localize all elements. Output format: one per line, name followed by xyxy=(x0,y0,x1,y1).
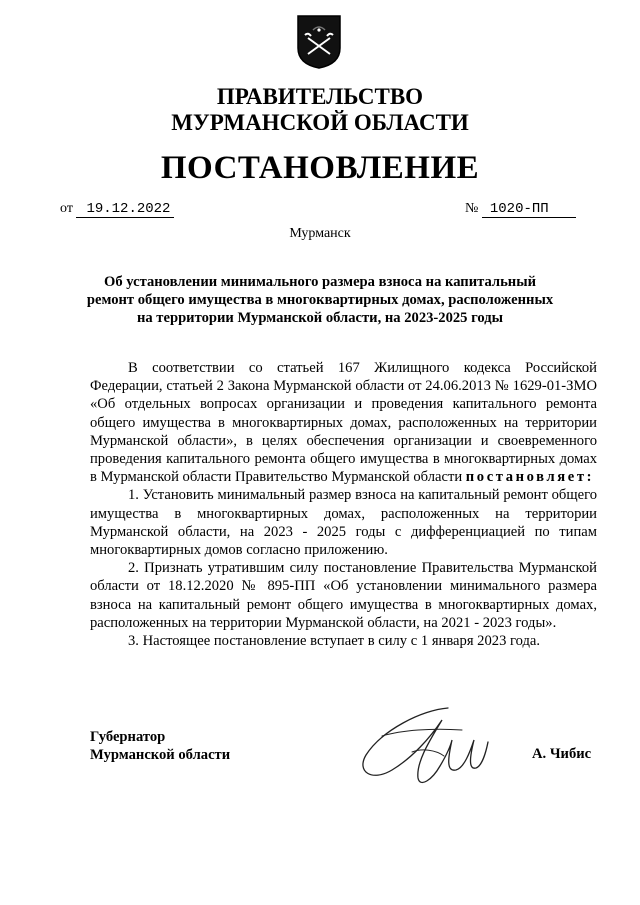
title-line: Об установлении минимального размера взноса на капитальный xyxy=(103,274,537,290)
preamble-text: В соответствии со статьей 167 Жилищного кодекса Российской Федерации, статьей 2 Закона Мурманской области от 24.06.2013 № 1629-01-ЗМО «Об отдельных вопросах организации и проведения капитального ремонта общего имущества в многоквартирных домах, расположенных на территории Мурманской области», в целях обеспечения организации и своевременного проведения капитального ремонта общего имущества в многоквартирных домах в Мурманской области Правительство Мурманской области xyxy=(90,360,597,486)
date-line xyxy=(60,201,174,218)
org-name-line2: МУРМАНСКОЙ ОБЛАСТИ xyxy=(171,110,469,135)
date-prefix: от xyxy=(60,201,73,216)
document-title xyxy=(80,273,560,327)
document-type: ПОСТАНОВЛЕНИЕ xyxy=(160,150,480,186)
number-line xyxy=(465,201,576,218)
resolves-text: постановляет: xyxy=(465,469,595,486)
clause-1: 1. Установить минимальный размер взноса на капитальный ремонт общего имущества в многоквартирных домах, расположенных на территории Мурманской области, на 2023 - 2025 годы с дифференциацией по типам многоквартирных домов согласно приложению. xyxy=(90,487,597,559)
position-line: Мурманской области xyxy=(90,747,231,763)
date-field: 19.12.2022 xyxy=(76,201,174,218)
document-body xyxy=(90,359,597,650)
signatory-name: А. Чибис xyxy=(532,746,592,762)
city: Мурманск xyxy=(289,226,351,241)
preamble-paragraph xyxy=(90,359,597,486)
signatory-position xyxy=(90,728,230,764)
position-line: Губернатор xyxy=(90,729,166,745)
org-name-line1: ПРАВИТЕЛЬСТВО xyxy=(216,84,424,109)
title-line: ремонт общего имущества в многоквартирных домах, расположенных xyxy=(86,292,554,308)
clause-2: 2. Признать утратившим силу постановление Правительства Мурманской области от 18.12.2020 № 895-ПП «Об установлении минимального размера взноса на капитальный ремонт общего имущества в многоквартирных домах, расположенных на территории Мурманской области, на 2021 - 2023 годы». xyxy=(90,560,597,631)
coat-of-arms-icon xyxy=(296,14,342,70)
title-line: на территории Мурманской области, на 2023-2025 годы xyxy=(136,310,504,326)
handwritten-signature-icon xyxy=(352,700,492,795)
number-prefix: № xyxy=(465,201,479,216)
clause-3: 3. Настоящее постановление вступает в силу с 1 января 2023 года. xyxy=(128,633,541,650)
number-field: 1020-ПП xyxy=(482,201,576,218)
